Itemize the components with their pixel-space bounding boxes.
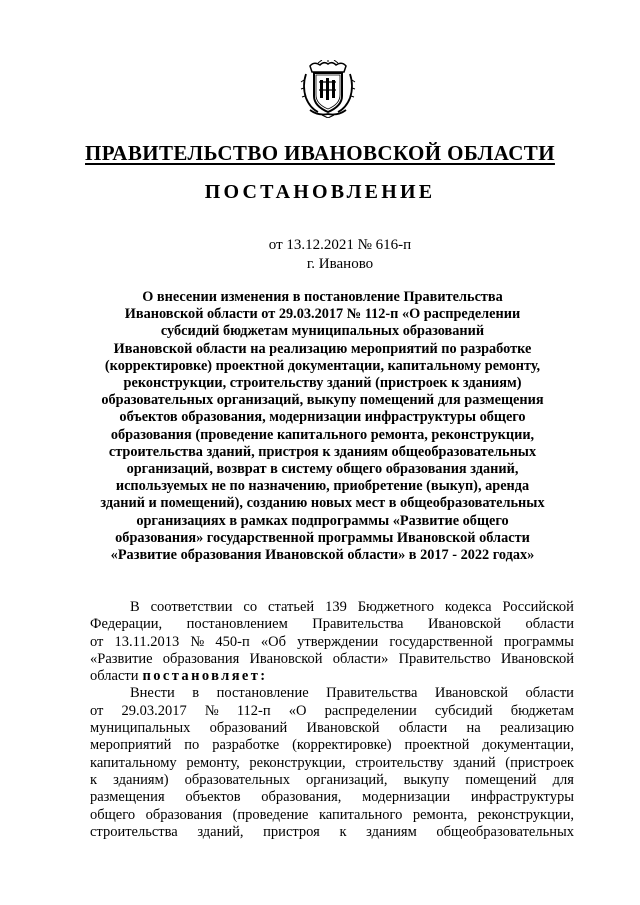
document-body	[90, 599, 574, 841]
body-line	[90, 599, 574, 616]
word: организаций,	[306, 771, 388, 788]
body-line	[90, 720, 574, 737]
word: 112-п	[236, 702, 271, 719]
word: соответствии	[150, 599, 233, 615]
body-line	[90, 703, 574, 720]
word: со	[243, 599, 258, 615]
word: образования	[145, 806, 223, 823]
word: области	[525, 685, 574, 702]
body-line	[90, 824, 574, 841]
word: Ивановской	[306, 720, 380, 737]
word: постановление	[216, 685, 309, 702]
word: образовательных	[184, 771, 290, 788]
word: инфраструктуры	[470, 789, 574, 806]
word: постановлением	[186, 616, 288, 633]
subject-line: организациях в рамках подпрограммы «Развитие общего	[136, 512, 509, 529]
subject-line: строительства зданий, пристроя к зданиям общеобразовательных	[108, 443, 537, 460]
subject-line: Ивановской области от 29.03.2017 № 112-п «О распределении	[124, 306, 521, 323]
subject-line: объектов образования, модернизации инфраструктуры общего	[119, 409, 526, 426]
word: 450-п	[215, 633, 250, 650]
word: от	[90, 702, 104, 719]
word: к	[339, 823, 347, 840]
word: утверждении	[297, 633, 379, 650]
word: «О	[288, 702, 307, 719]
word: распределении	[324, 702, 417, 719]
word: размещения	[90, 789, 165, 806]
word: государственной	[389, 633, 493, 650]
word: субсидий	[434, 702, 493, 719]
subject-line: субсидий бюджетам муниципальных образований	[160, 323, 485, 340]
subject-line: реконструкции, строительству зданий (пристроек к зданиям)	[123, 375, 522, 392]
word: образования	[162, 650, 240, 667]
word: реконструкции,	[249, 754, 346, 771]
word: Ивановской	[249, 650, 323, 667]
word: Правительства	[312, 616, 404, 633]
word: 13.11.2013	[114, 633, 180, 650]
body-line	[90, 737, 574, 754]
word: Федерации,	[90, 616, 163, 633]
word: проектной	[404, 737, 470, 754]
word: от	[90, 633, 104, 650]
body-line	[90, 634, 574, 651]
word: бюджетам	[510, 702, 574, 719]
word: Правительства	[326, 685, 418, 702]
word: реализацию	[500, 720, 574, 737]
word: Ивановской	[500, 650, 574, 667]
document-subject	[95, 289, 550, 564]
body-text: области	[90, 668, 139, 685]
document-meta	[0, 236, 640, 274]
word: документации,	[482, 737, 574, 754]
word: зданий	[453, 754, 496, 771]
subject-line: организаций, возврат в систему общего образования зданий,	[126, 461, 519, 478]
word: Ивановской	[427, 616, 502, 633]
word: ремонту,	[186, 754, 240, 771]
subject-line: образования (проведение капитального ремонта, реконструкции,	[110, 426, 535, 443]
body-line	[90, 651, 574, 668]
subject-line: Ивановской области на реализацию мероприятий по разработке	[113, 340, 532, 357]
word: выкупу	[403, 771, 450, 788]
word: мероприятий	[90, 737, 172, 754]
word: образований	[209, 720, 288, 737]
word: Внести	[130, 685, 175, 702]
organization-title	[0, 141, 640, 166]
body-line	[90, 772, 574, 789]
subject-line: образовательных организаций, выкупу помещений для размещения	[101, 392, 544, 409]
word: статьей	[268, 599, 315, 615]
word: пристроя	[263, 823, 320, 840]
word: ремонта,	[412, 806, 468, 823]
word: помещений	[465, 771, 537, 788]
word: В	[130, 599, 140, 615]
subject-line: используемых не по назначению, приобретение (выкуп), аренда	[115, 478, 530, 495]
word: «Развитие	[90, 650, 153, 667]
word: №	[190, 633, 205, 650]
word: зданиям	[366, 823, 417, 840]
word: образования,	[261, 789, 342, 806]
subject-line: «Развитие образования Ивановской области» в 2017 - 2022 годах»	[110, 547, 535, 564]
word: Правительство	[398, 650, 491, 667]
city: г. Иваново	[306, 256, 374, 272]
word: по	[184, 737, 200, 754]
word: в	[192, 685, 200, 702]
word: объектов	[185, 789, 241, 806]
word: общеобразовательных	[436, 823, 574, 840]
word: к	[90, 771, 98, 788]
word: зданиям)	[113, 771, 169, 788]
body-line	[90, 755, 574, 772]
body-line	[90, 616, 574, 633]
word: строительству	[355, 754, 444, 771]
body-line	[90, 685, 574, 702]
word: (корректировке)	[292, 737, 392, 754]
word: Российской	[502, 599, 574, 615]
word: области	[525, 616, 574, 633]
subject-line: (корректировке) проектной документации, капитальному ремонту,	[104, 357, 541, 374]
word: (проведение	[232, 806, 309, 823]
subject-line: О внесении изменения в постановление Правительства	[142, 289, 503, 305]
body-line	[90, 789, 574, 806]
subject-line: образования» государственной программы Ивановской области	[115, 529, 530, 546]
word: области	[398, 720, 448, 737]
word: общего	[90, 806, 136, 823]
document-kind-title: ПОСТАНОВЛЕНИЕ	[204, 181, 436, 203]
coat-of-arms-emblem	[300, 60, 356, 118]
word: Ивановской	[434, 685, 508, 702]
word: модернизации	[362, 789, 451, 806]
word: на	[466, 720, 481, 737]
decree-word: постановляет:	[142, 668, 268, 685]
word: капитальному	[90, 754, 177, 771]
word: №	[204, 702, 219, 719]
word: области»	[332, 650, 389, 667]
word: 29.03.2017	[121, 702, 187, 719]
subject-line: зданий и помещений), созданию новых мест в общеобразовательных	[100, 495, 545, 512]
word: (пристроек	[505, 754, 574, 771]
word: кодекса	[444, 599, 492, 615]
word: 139	[325, 599, 347, 615]
body-line	[90, 807, 574, 824]
word: зданий,	[197, 823, 244, 840]
word: программы	[503, 633, 574, 650]
date-number: от 13.12.2021 № 616-п	[268, 237, 412, 253]
word: капитального	[318, 806, 403, 823]
body-line-decree	[90, 668, 574, 685]
organization-title-text: ПРАВИТЕЛЬСТВО ИВАНОВСКОЙ ОБЛАСТИ	[85, 141, 555, 165]
word: Бюджетного	[357, 599, 434, 615]
word: строительства	[90, 823, 178, 840]
word: «Об	[260, 633, 286, 650]
word: реконструкции,	[477, 806, 574, 823]
word: разработке	[212, 737, 280, 754]
word: муниципальных	[90, 720, 191, 737]
word: для	[552, 771, 574, 788]
